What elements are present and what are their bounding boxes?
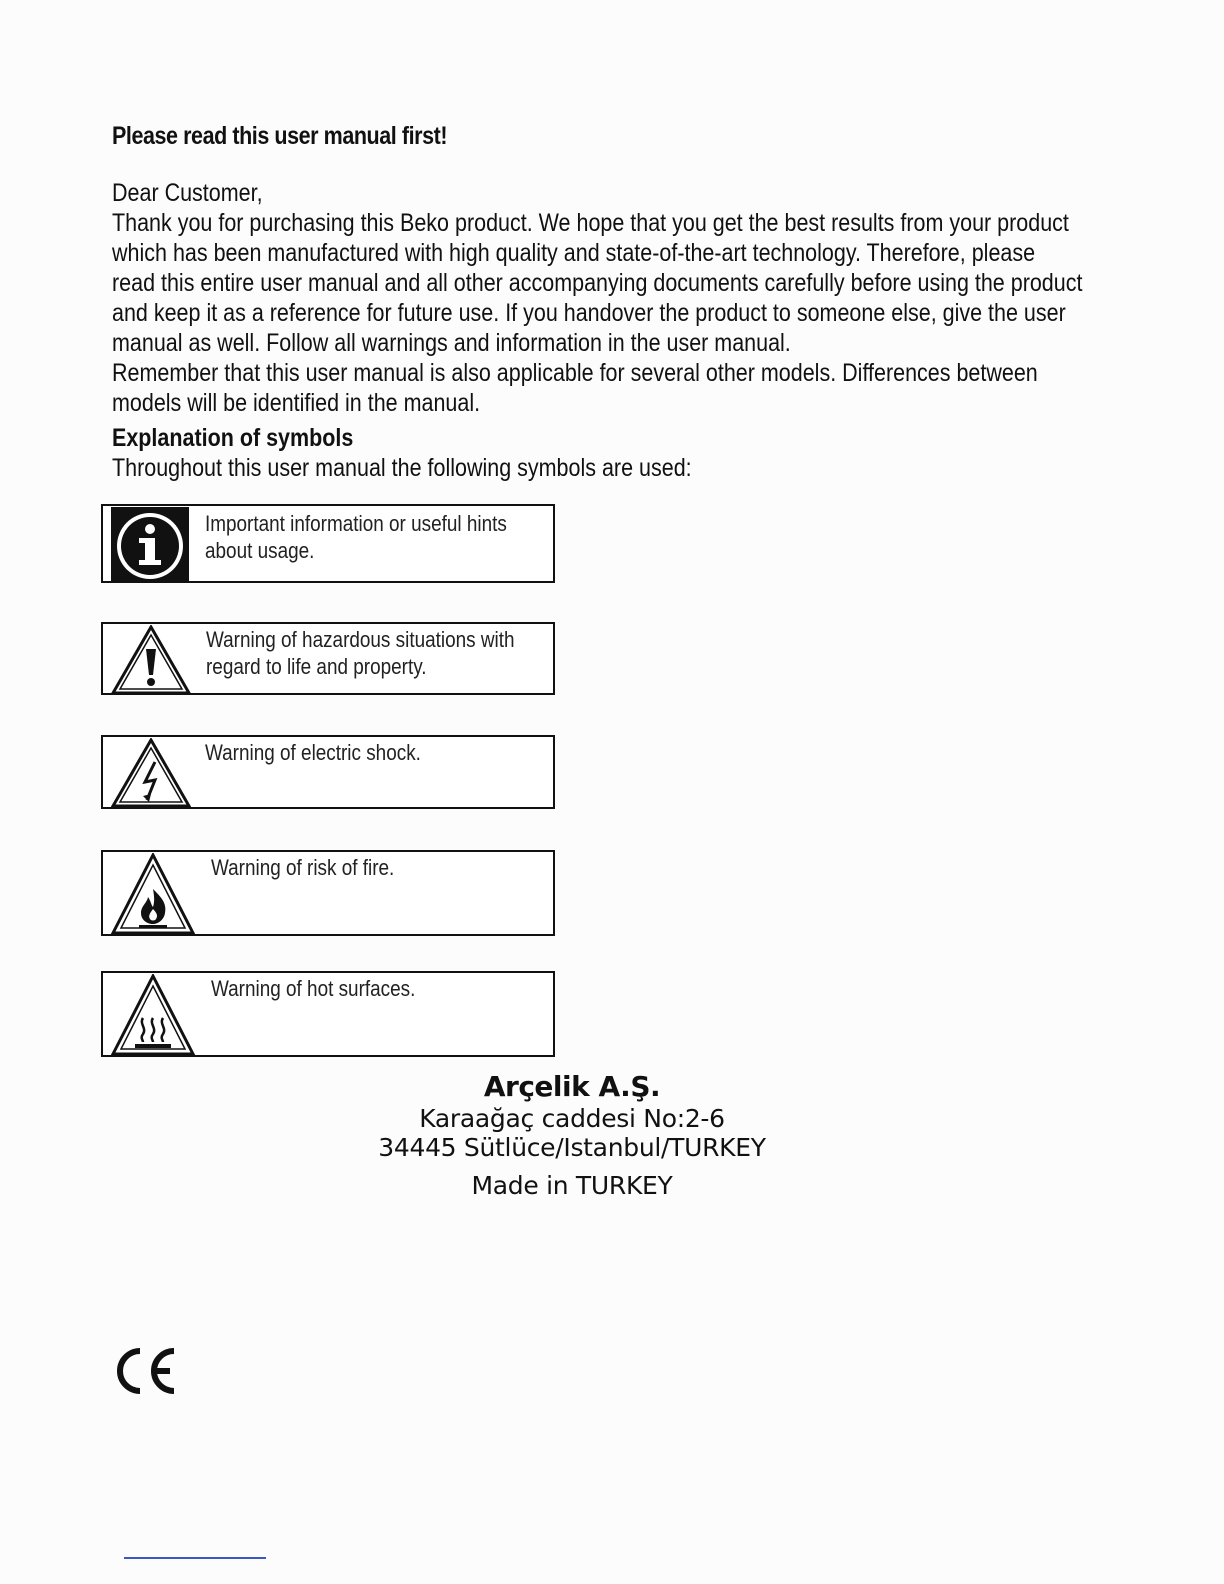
info-icon bbox=[111, 507, 189, 582]
made-in: Made in TURKEY bbox=[471, 1171, 673, 1200]
greeting: Dear Customer, bbox=[112, 179, 263, 207]
symbol-hazard-line1: Warning of hazardous situations with bbox=[206, 627, 515, 652]
symbol-box-hazard bbox=[101, 622, 555, 695]
symbol-fire-line1: Warning of risk of fire. bbox=[211, 855, 395, 880]
street-address: Karaağaç caddesi No:2-6 bbox=[419, 1104, 725, 1133]
symbols-title: Explanation of symbols bbox=[112, 424, 354, 452]
symbol-box-info bbox=[101, 504, 555, 583]
fire-risk-icon bbox=[111, 853, 195, 935]
symbol-box-hot-surface bbox=[101, 971, 555, 1057]
symbol-box-fire bbox=[101, 850, 555, 936]
symbol-hazard-line2: regard to life and property. bbox=[206, 654, 427, 679]
manufacturer-address bbox=[300, 1070, 844, 1200]
symbol-box-electric bbox=[101, 735, 555, 809]
symbol-hot-line1: Warning of hot surfaces. bbox=[211, 976, 416, 1001]
footer-rule bbox=[124, 1557, 266, 1559]
symbols-subtitle: Throughout this user manual the following symbols are used: bbox=[112, 454, 692, 482]
symbol-electric-line1: Warning of electric shock. bbox=[205, 740, 421, 765]
hazard-warning-icon bbox=[111, 625, 191, 695]
symbol-info-line2: about usage. bbox=[205, 538, 315, 563]
page-heading: Please read this user manual first! bbox=[112, 122, 448, 150]
city-address: 34445 Sütlüce/Istanbul/TURKEY bbox=[378, 1133, 766, 1162]
hot-surface-icon bbox=[111, 974, 195, 1056]
intro-paragraph-1: Thank you for purchasing this Beko product. We hope that you get the best results from your product which has been manufactured with high quality and state-of-the-art technology. Therefore, please read this entire user manual and all other accompanying documents carefully before using the product and keep it as a reference for future use. If you handover the product to someone else, give the user manual as well. Follow all warnings and information in the user manual. bbox=[112, 209, 1083, 357]
ce-mark-icon bbox=[110, 1346, 178, 1396]
company-name: Arçelik A.Ş. bbox=[483, 1070, 661, 1103]
electric-shock-icon bbox=[111, 738, 191, 808]
intro-text bbox=[112, 178, 1084, 483]
intro-paragraph-2: Remember that this user manual is also applicable for several other models. Differences between models will be identified in the manual. bbox=[112, 359, 1038, 417]
symbol-info-line1: Important information or useful hints bbox=[205, 511, 507, 536]
